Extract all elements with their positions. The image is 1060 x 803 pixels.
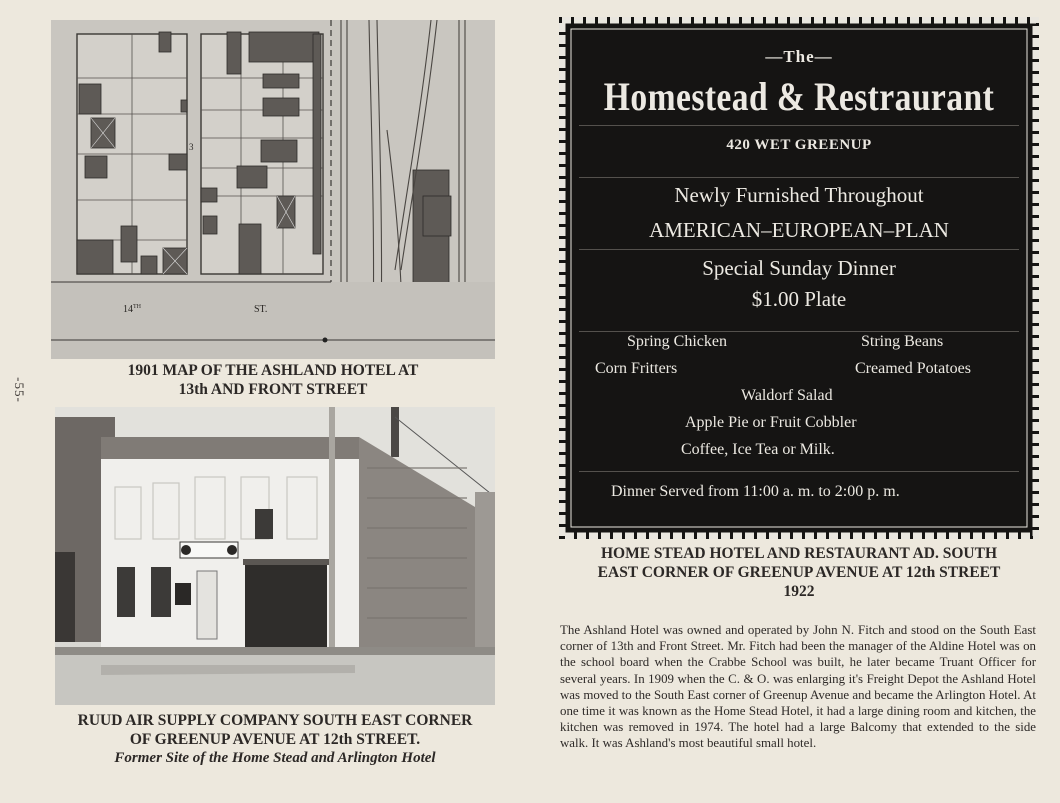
building-caption bbox=[38, 711, 512, 768]
ad-dinner-hours: Dinner Served from 11:00 a. m. to 2:00 p. m. bbox=[611, 483, 900, 500]
building-caption-line1: RUUD AIR SUPPLY COMPANY SOUTH EAST CORNER bbox=[77, 712, 473, 729]
ad-caption-line1: HOME STEAD HOTEL AND RESTAURANT AD. SOUTH bbox=[600, 545, 998, 562]
menu-item-waldorf-salad: Waldorf Salad bbox=[741, 387, 833, 404]
ad-the: —The— bbox=[765, 47, 833, 66]
ad-line-furnished: Newly Furnished Throughout bbox=[674, 183, 924, 207]
map-street-label-st: ST. bbox=[254, 304, 268, 315]
menu-item-corn-fritters: Corn Fritters bbox=[595, 360, 678, 377]
map-street-label-14: 14TH bbox=[123, 304, 141, 315]
ad-rule bbox=[579, 177, 1019, 178]
menu-item-beverages: Coffee, Ice Tea or Milk. bbox=[681, 441, 835, 458]
ad-line-price: $1.00 Plate bbox=[751, 287, 847, 311]
homestead-advertisement bbox=[559, 17, 1039, 539]
ad-line-plan: AMERICAN–EUROPEAN–PLAN bbox=[649, 218, 949, 242]
menu-item-apple-pie: Apple Pie or Fruit Cobbler bbox=[685, 414, 857, 431]
page-number: -55- bbox=[12, 377, 27, 403]
map-caption-line2: 13th AND FRONT STREET bbox=[178, 381, 368, 398]
building-caption-line2: OF GREENUP AVENUE AT 12th STREET. bbox=[129, 731, 421, 748]
history-paragraph: The Ashland Hotel was owned and operated by John N. Fitch and stood on the South East corner of 13th and Front Street. Mr. Fitch had been the manager of the Aldine Hotel was on the school board when the Crabbe School was built, he later became Truant Officer for several years. In 1909 when the C. & O. was enlarging it's Freight Depot the Ashland Hotel was moved to the South East corner of Greenup Avenue and became the Arlington Hotel. At one time it was known as the Home Stead Hotel, it had a large dining room and kitchen, the kitchen was removed in 1974. The hotel had a large Balcomy that extended to the side walk. It was Ashland's most beautiful small hotel. bbox=[560, 623, 1036, 751]
map-caption bbox=[51, 361, 495, 399]
ad-caption-line2: EAST CORNER OF GREENUP AVENUE AT 12th STREET bbox=[597, 564, 1001, 581]
map-block-number: 3 bbox=[189, 142, 194, 152]
menu-item-string-beans: String Beans bbox=[861, 333, 944, 350]
map-caption-line1: 1901 MAP OF THE ASHLAND HOTEL AT bbox=[127, 362, 419, 379]
building-photo bbox=[55, 407, 495, 705]
building-caption-subtitle: Former Site of the Home Stead and Arlington Hotel bbox=[114, 750, 436, 766]
ad-line-sunday-dinner: Special Sunday Dinner bbox=[702, 256, 896, 280]
ad-title: Homestead & Restraurant bbox=[603, 74, 995, 119]
ad-address: 420 WET GREENUP bbox=[726, 137, 872, 153]
ad-rule bbox=[579, 249, 1019, 250]
ad-rule bbox=[579, 471, 1019, 472]
sanborn-map-photo bbox=[51, 20, 495, 359]
ad-rule bbox=[579, 125, 1019, 126]
ad-caption-year: 1922 bbox=[783, 583, 815, 600]
menu-item-spring-chicken: Spring Chicken bbox=[627, 333, 727, 350]
ad-rule bbox=[579, 331, 1019, 332]
ad-caption bbox=[568, 544, 1030, 601]
menu-item-creamed-potatoes: Creamed Potatoes bbox=[855, 360, 971, 377]
